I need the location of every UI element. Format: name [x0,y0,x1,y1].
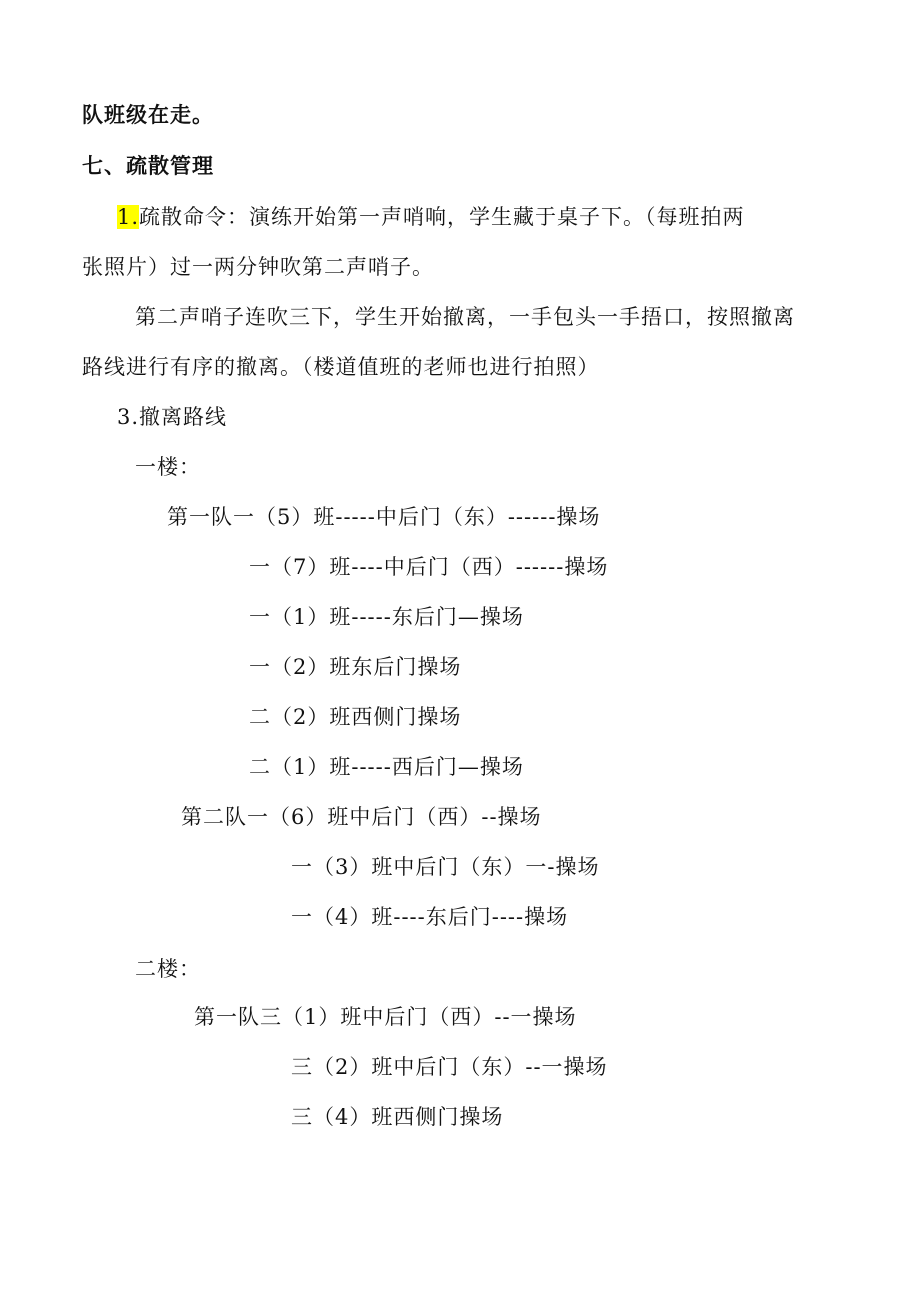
route-item: 第一队三（1）班中后门（西）--一操场 [194,1005,577,1029]
route-item: 一（4）班----东后门----操场 [291,905,569,929]
route-item: 一（2）班东后门操场 [249,655,462,679]
evacuation-command-paragraph [117,202,745,232]
route-item: 一（7）班----中后门（西）------操场 [249,555,609,579]
route-item: 二（2）班西侧门操场 [249,705,462,729]
subheading-evacuation-route: 3.撤离路线 [117,405,228,429]
paragraph-text: 第二声哨子连吹三下，学生开始撤离，一手包头一手捂口，按照撤离 [135,305,795,329]
floor-label-second: 二楼： [135,957,201,981]
section-heading-evacuation-management: 七、疏散管理 [82,154,214,178]
route-item: 一（3）班中后门（东）一-操场 [291,855,600,879]
route-item: 三（4）班西侧门操场 [291,1105,504,1129]
highlighted-item-number: 1. [117,205,140,229]
paragraph-text: 张照片）过一两分钟吹第二声哨子。 [82,255,434,279]
route-item: 第一队一（5）班-----中后门（东）------操场 [167,505,601,529]
route-item: 二（1）班-----西后门—操场 [249,755,524,779]
route-item: 第二队一（6）班中后门（西）--操场 [181,805,542,829]
paragraph-text: 疏散命令：演练开始第一声哨响，学生藏于桌子下。（每班拍两 [139,205,745,229]
route-item: 一（1）班-----东后门—操场 [249,605,524,629]
route-item: 三（2）班中后门（东）--一操场 [291,1055,608,1079]
floor-label-first: 一楼： [135,455,201,479]
paragraph-continuation: 队班级在走。 [82,103,214,127]
paragraph-text: 路线进行有序的撤离。（楼道值班的老师也进行拍照） [82,355,600,379]
